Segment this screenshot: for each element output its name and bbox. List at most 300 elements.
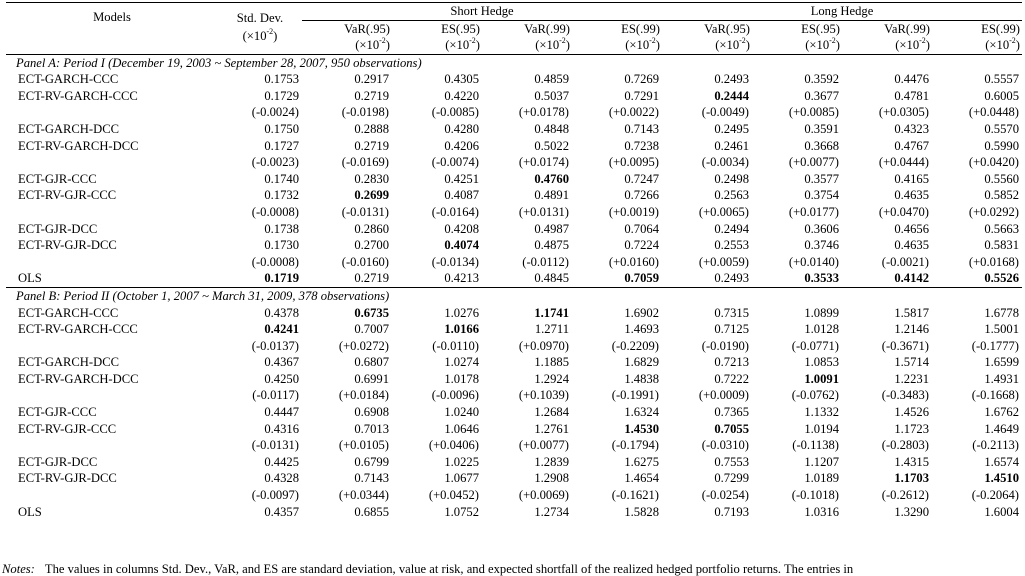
value-cell: 1.0316 <box>804 504 839 519</box>
value-cell: 0.2461 <box>714 138 749 153</box>
value-cell: 0.2699 <box>354 188 389 203</box>
col-unit: $(\times 10^{-2})$ <box>895 35 930 53</box>
model-name: ECT-RV-GJR-DCC <box>18 238 117 253</box>
value-cell: 1.6324 <box>624 405 659 420</box>
value-cell: (-0.0021) <box>881 254 929 269</box>
table-row <box>6 354 1022 371</box>
notes-label: Notes: <box>2 562 35 576</box>
table-row <box>6 454 1022 471</box>
value-cell: 0.7315 <box>714 305 749 320</box>
value-cell: 1.2924 <box>534 371 569 386</box>
short-hedge-header: Short Hedge <box>302 3 662 21</box>
value-cell: 1.0752 <box>444 504 479 519</box>
value-cell: 0.4305 <box>444 72 479 87</box>
value-cell: 0.2888 <box>354 121 389 136</box>
value-cell: 0.4476 <box>894 72 929 87</box>
model-name: ECT-RV-GJR-DCC <box>18 471 117 486</box>
value-cell: (-0.1777) <box>971 338 1019 353</box>
value-cell: (-0.0198) <box>341 105 389 120</box>
value-cell: (-0.0131) <box>341 204 389 219</box>
value-cell: (-0.1138) <box>792 438 839 453</box>
col-header-5 <box>752 20 842 54</box>
value-cell: 0.4767 <box>894 138 929 153</box>
value-cell: 1.0899 <box>804 305 839 320</box>
value-cell: (+0.0184) <box>338 388 389 403</box>
value-cell: 0.6799 <box>354 454 389 469</box>
value-cell: 0.2563 <box>714 188 749 203</box>
value-cell: 1.1723 <box>894 421 929 436</box>
model-name <box>6 254 218 271</box>
value-cell: 1.5817 <box>894 305 929 320</box>
value-cell: 0.7266 <box>624 188 659 203</box>
model-name: ECT-RV-GARCH-DCC <box>18 138 139 153</box>
model-name <box>6 487 218 504</box>
value-cell: 1.4693 <box>624 322 659 337</box>
col-header-4 <box>662 20 752 54</box>
value-cell: 0.1753 <box>264 72 299 87</box>
value-cell: 0.4316 <box>264 421 299 436</box>
value-cell: 1.4654 <box>624 471 659 486</box>
value-cell: (-0.1621) <box>611 488 659 503</box>
std-dev-unit: $(\times 10^{-2})$ <box>242 26 278 43</box>
value-cell: 1.0166 <box>444 322 479 337</box>
value-cell: (-0.0097) <box>251 488 299 503</box>
col-metric: VaR(.99) <box>524 21 570 36</box>
value-cell: 0.4328 <box>264 471 299 486</box>
value-cell: 0.4357 <box>264 504 299 519</box>
value-cell: 0.2700 <box>354 238 389 253</box>
table-row <box>6 204 1022 221</box>
table-notes <box>2 562 1025 576</box>
value-cell: 1.0178 <box>444 371 479 386</box>
value-cell: 1.0091 <box>804 371 839 386</box>
value-cell: 1.4510 <box>984 471 1019 486</box>
table-row <box>6 338 1022 355</box>
value-cell: 1.5001 <box>984 322 1019 337</box>
value-cell: (+0.0019) <box>608 204 659 219</box>
value-cell: 0.4208 <box>444 221 479 236</box>
value-cell: 0.7238 <box>624 138 659 153</box>
value-cell: 0.7224 <box>624 238 659 253</box>
model-name: ECT-GJR-CCC <box>18 171 97 186</box>
col-unit: $(\times 10^{-2})$ <box>445 35 480 53</box>
value-cell: 0.6908 <box>354 405 389 420</box>
value-cell: 0.4323 <box>894 121 929 136</box>
value-cell: (+0.0069) <box>518 488 569 503</box>
value-cell: 1.2684 <box>534 405 569 420</box>
value-cell: 0.4891 <box>534 188 569 203</box>
value-cell: 0.4425 <box>264 454 299 469</box>
table-row <box>6 470 1022 487</box>
value-cell: 0.4087 <box>444 188 479 203</box>
table-row <box>6 88 1022 105</box>
value-cell: (-0.0134) <box>431 254 479 269</box>
value-cell: 0.5557 <box>984 72 1019 87</box>
results-table <box>6 2 1022 520</box>
value-cell: (+0.0344) <box>338 488 389 503</box>
value-cell: (-0.0190) <box>701 338 749 353</box>
value-cell: 0.4250 <box>264 371 299 386</box>
value-cell: 0.2444 <box>714 88 749 103</box>
value-cell: 1.1741 <box>534 305 569 320</box>
value-cell: 1.6902 <box>624 305 659 320</box>
table-row <box>6 421 1022 438</box>
value-cell: 0.7143 <box>624 121 659 136</box>
value-cell: 1.4931 <box>984 371 1019 386</box>
value-cell: 0.2498 <box>714 171 749 186</box>
model-name <box>6 154 218 171</box>
value-cell: (+0.0272) <box>338 338 389 353</box>
value-cell: 1.2839 <box>534 454 569 469</box>
value-cell: 1.6275 <box>624 454 659 469</box>
value-cell: (+0.0095) <box>608 155 659 170</box>
value-cell: (-0.1668) <box>971 388 1019 403</box>
panel-title-row <box>6 54 1022 71</box>
value-cell: 0.7143 <box>354 471 389 486</box>
table-row <box>6 71 1022 88</box>
value-cell: (+0.0131) <box>518 204 569 219</box>
value-cell: 1.6829 <box>624 355 659 370</box>
value-cell: 0.4875 <box>534 238 569 253</box>
value-cell: (-0.0131) <box>251 438 299 453</box>
value-cell: (-0.2612) <box>881 488 929 503</box>
table-row <box>6 387 1022 404</box>
value-cell: (-0.3671) <box>881 338 929 353</box>
table-row <box>6 187 1022 204</box>
value-cell: 0.4656 <box>894 221 929 236</box>
model-name: ECT-GARCH-CCC <box>18 72 119 87</box>
std-dev-header <box>218 3 302 55</box>
model-name: OLS <box>18 504 42 519</box>
value-cell: 0.4760 <box>534 171 569 186</box>
value-cell: (+0.0970) <box>518 338 569 353</box>
table-row <box>6 154 1022 171</box>
value-cell: (-0.0085) <box>431 105 479 120</box>
col-metric: ES(.95) <box>441 21 480 36</box>
col-metric: VaR(.99) <box>884 21 930 36</box>
value-cell: 0.2493 <box>714 72 749 87</box>
model-name: ECT-RV-GARCH-DCC <box>18 371 139 386</box>
col-header-2 <box>482 20 572 54</box>
model-name <box>6 387 218 404</box>
value-cell: 0.3606 <box>804 221 839 236</box>
value-cell: (+0.0470) <box>878 204 929 219</box>
col-header-3 <box>572 20 662 54</box>
col-metric: VaR(.95) <box>704 21 750 36</box>
table-row <box>6 121 1022 138</box>
value-cell: 1.5714 <box>894 355 929 370</box>
table-row <box>6 171 1022 188</box>
value-cell: 0.6991 <box>354 371 389 386</box>
table-row <box>6 321 1022 338</box>
table-row <box>6 504 1022 521</box>
value-cell: 1.4649 <box>984 421 1019 436</box>
value-cell: (-0.0164) <box>431 204 479 219</box>
value-cell: (+0.0420) <box>968 155 1019 170</box>
value-cell: (-0.0117) <box>252 388 299 403</box>
table-header <box>6 3 1022 55</box>
value-cell: 1.0274 <box>444 355 479 370</box>
value-cell: 0.5570 <box>984 121 1019 136</box>
value-cell: 0.6807 <box>354 355 389 370</box>
value-cell: 1.6574 <box>984 454 1019 469</box>
value-cell: (-0.0034) <box>701 155 749 170</box>
col-unit: $(\times 10^{-2})$ <box>535 35 570 53</box>
col-metric: VaR(.95) <box>344 21 390 36</box>
value-cell: 0.4220 <box>444 88 479 103</box>
value-cell: 0.4241 <box>264 322 299 337</box>
value-cell: 0.1729 <box>264 88 299 103</box>
value-cell: 1.4315 <box>894 454 929 469</box>
col-unit: $(\times 10^{-2})$ <box>355 35 390 53</box>
model-name: OLS <box>18 271 42 286</box>
table-row <box>6 237 1022 254</box>
model-name: ECT-GARCH-CCC <box>18 305 119 320</box>
value-cell: 0.1738 <box>264 221 299 236</box>
model-name: ECT-RV-GARCH-CCC <box>18 322 138 337</box>
col-metric: ES(.95) <box>801 21 840 36</box>
value-cell: 0.3746 <box>804 238 839 253</box>
value-cell: (+0.0140) <box>788 254 839 269</box>
value-cell: 0.5990 <box>984 138 1019 153</box>
value-cell: 0.2719 <box>354 271 389 286</box>
value-cell: 0.6735 <box>354 305 389 320</box>
value-cell: (-0.2803) <box>881 438 929 453</box>
value-cell: 0.4213 <box>444 271 479 286</box>
value-cell: 1.0194 <box>804 421 839 436</box>
value-cell: 0.1719 <box>264 271 299 286</box>
value-cell: 0.5852 <box>984 188 1019 203</box>
value-cell: 1.1332 <box>804 405 839 420</box>
value-cell: (-0.0169) <box>341 155 389 170</box>
value-cell: (+0.0065) <box>698 204 749 219</box>
value-cell: (+0.0077) <box>788 155 839 170</box>
value-cell: 1.2231 <box>894 371 929 386</box>
value-cell: 1.0677 <box>444 471 479 486</box>
value-cell: (-0.0008) <box>251 254 299 269</box>
value-cell: 0.3591 <box>804 121 839 136</box>
value-cell: 0.7213 <box>714 355 749 370</box>
model-name: ECT-GJR-CCC <box>18 405 97 420</box>
value-cell: (+0.0160) <box>608 254 659 269</box>
value-cell: 0.2719 <box>354 138 389 153</box>
value-cell: 0.4206 <box>444 138 479 153</box>
value-cell: 0.7299 <box>714 471 749 486</box>
model-name: ECT-RV-GARCH-CCC <box>18 88 138 103</box>
value-cell: 0.7247 <box>624 171 659 186</box>
value-cell: (-0.0310) <box>701 438 749 453</box>
value-cell: 0.3677 <box>804 88 839 103</box>
value-cell: 0.7291 <box>624 88 659 103</box>
value-cell: (+0.0022) <box>608 105 659 120</box>
table-body <box>6 54 1022 520</box>
value-cell: 0.4848 <box>534 121 569 136</box>
header-row-1 <box>6 3 1022 21</box>
model-name: ECT-RV-GJR-CCC <box>18 188 117 203</box>
value-cell: 0.1727 <box>264 138 299 153</box>
value-cell: 0.5663 <box>984 221 1019 236</box>
value-cell: (-0.3483) <box>881 388 929 403</box>
value-cell: (+0.0059) <box>698 254 749 269</box>
value-cell: 1.1207 <box>804 454 839 469</box>
table-row <box>6 305 1022 322</box>
std-dev-label: Std. Dev. <box>236 11 284 25</box>
value-cell: 1.2711 <box>534 322 569 337</box>
value-cell: (-0.0137) <box>251 338 299 353</box>
value-cell: 1.0646 <box>444 421 479 436</box>
value-cell: (+0.0105) <box>338 438 389 453</box>
value-cell: 0.1740 <box>264 171 299 186</box>
value-cell: 1.2146 <box>894 322 929 337</box>
col-header-0 <box>302 20 392 54</box>
value-cell: 0.4447 <box>264 405 299 420</box>
value-cell: 1.0189 <box>804 471 839 486</box>
col-metric: ES(.99) <box>621 21 660 36</box>
value-cell: 1.3290 <box>894 504 929 519</box>
model-name: ECT-GARCH-DCC <box>18 355 119 370</box>
value-cell: (-0.0049) <box>701 105 749 120</box>
value-cell: (-0.2064) <box>971 488 1019 503</box>
value-cell: (-0.1018) <box>791 488 839 503</box>
value-cell: 1.6004 <box>984 504 1019 519</box>
value-cell: (+0.0009) <box>698 388 749 403</box>
model-name: ECT-GJR-DCC <box>18 454 98 469</box>
long-hedge-header: Long Hedge <box>662 3 1022 21</box>
model-name <box>6 104 218 121</box>
value-cell: 1.6778 <box>984 305 1019 320</box>
value-cell: 0.5526 <box>984 271 1019 286</box>
value-cell: (-0.0008) <box>251 204 299 219</box>
value-cell: (-0.2209) <box>611 338 659 353</box>
col-metric: ES(.99) <box>981 21 1020 36</box>
value-cell: 0.4781 <box>894 88 929 103</box>
col-unit: $(\times 10^{-2})$ <box>805 35 840 53</box>
table-row <box>6 138 1022 155</box>
table-row <box>6 487 1022 504</box>
value-cell: 0.7269 <box>624 72 659 87</box>
value-cell: 1.4526 <box>894 405 929 420</box>
table-row <box>6 437 1022 454</box>
col-unit: $(\times 10^{-2})$ <box>625 35 660 53</box>
col-unit: $(\times 10^{-2})$ <box>985 35 1020 53</box>
value-cell: 0.3592 <box>804 72 839 87</box>
value-cell: (+0.0305) <box>878 105 929 120</box>
value-cell: (-0.1991) <box>611 388 659 403</box>
col-header-1 <box>392 20 482 54</box>
panel-title-row <box>6 287 1022 304</box>
value-cell: 0.7013 <box>354 421 389 436</box>
value-cell: 1.0276 <box>444 305 479 320</box>
model-name <box>6 437 218 454</box>
value-cell: 0.4987 <box>534 221 569 236</box>
value-cell: (-0.0024) <box>251 105 299 120</box>
value-cell: 0.4378 <box>264 305 299 320</box>
value-cell: 0.7007 <box>354 322 389 337</box>
value-cell: 0.5560 <box>984 171 1019 186</box>
panel-title: Panel B: Period II (October 1, 2007 ~ March 31, 2009, 378 observations) <box>6 287 1022 304</box>
value-cell: (-0.0110) <box>432 338 479 353</box>
value-cell: (+0.0452) <box>428 488 479 503</box>
value-cell: 0.7222 <box>714 371 749 386</box>
value-cell: 0.4635 <box>894 188 929 203</box>
value-cell: (-0.0771) <box>791 338 839 353</box>
value-cell: 1.6599 <box>984 355 1019 370</box>
value-cell: 0.2860 <box>354 221 389 236</box>
model-name <box>6 204 218 221</box>
table-row <box>6 404 1022 421</box>
value-cell: 0.6855 <box>354 504 389 519</box>
value-cell: 0.4074 <box>444 238 479 253</box>
value-cell: (+0.0077) <box>518 438 569 453</box>
table-row <box>6 221 1022 238</box>
value-cell: 0.4280 <box>444 121 479 136</box>
value-cell: 1.4530 <box>624 421 659 436</box>
value-cell: (+0.0085) <box>788 105 839 120</box>
value-cell: 0.5037 <box>534 88 569 103</box>
value-cell: 1.0128 <box>804 322 839 337</box>
value-cell: (+0.0406) <box>428 438 479 453</box>
value-cell: 0.1750 <box>264 121 299 136</box>
table-row <box>6 254 1022 271</box>
value-cell: 0.3668 <box>804 138 839 153</box>
value-cell: 1.1885 <box>534 355 569 370</box>
value-cell: (+0.0168) <box>968 254 1019 269</box>
value-cell: (-0.0023) <box>251 155 299 170</box>
table-row <box>6 371 1022 388</box>
value-cell: 0.7365 <box>714 405 749 420</box>
value-cell: (-0.1794) <box>611 438 659 453</box>
value-cell: 0.7553 <box>714 454 749 469</box>
value-cell: 0.2495 <box>714 121 749 136</box>
model-name: ECT-GARCH-DCC <box>18 121 119 136</box>
value-cell: 0.3754 <box>804 188 839 203</box>
col-unit: $(\times 10^{-2})$ <box>715 35 750 53</box>
value-cell: 0.2553 <box>714 238 749 253</box>
value-cell: 1.0853 <box>804 355 839 370</box>
value-cell: (-0.0096) <box>431 388 479 403</box>
value-cell: 0.7193 <box>714 504 749 519</box>
model-name <box>6 338 218 355</box>
model-name: ECT-RV-GJR-CCC <box>18 421 117 436</box>
value-cell: 1.6762 <box>984 405 1019 420</box>
value-cell: 0.2719 <box>354 88 389 103</box>
value-cell: 0.2830 <box>354 171 389 186</box>
value-cell: 0.3533 <box>804 271 839 286</box>
value-cell: (-0.0074) <box>431 155 479 170</box>
col-header-6 <box>842 20 932 54</box>
value-cell: 0.5831 <box>984 238 1019 253</box>
value-cell: 0.7125 <box>714 322 749 337</box>
value-cell: (+0.0292) <box>968 204 1019 219</box>
value-cell: (+0.1039) <box>518 388 569 403</box>
value-cell: 0.2917 <box>354 72 389 87</box>
value-cell: 1.1703 <box>894 471 929 486</box>
value-cell: 0.4845 <box>534 271 569 286</box>
value-cell: (+0.0174) <box>518 155 569 170</box>
value-cell: 0.2493 <box>714 271 749 286</box>
value-cell: (-0.0160) <box>341 254 389 269</box>
value-cell: 0.1730 <box>264 238 299 253</box>
value-cell: 1.2761 <box>534 421 569 436</box>
value-cell: 1.5828 <box>624 504 659 519</box>
value-cell: (-0.0762) <box>791 388 839 403</box>
notes-text: The values in columns Std. Dev., VaR, and ES are standard deviation, value at risk, and expected shortfall of the realized hedged portfolio returns. The entries in <box>44 562 854 576</box>
value-cell: 0.4367 <box>264 355 299 370</box>
panel-title: Panel A: Period I (December 19, 2003 ~ September 28, 2007, 950 observations) <box>6 54 1022 71</box>
value-cell: 1.0225 <box>444 454 479 469</box>
value-cell: 0.4165 <box>894 171 929 186</box>
value-cell: 1.4838 <box>624 371 659 386</box>
